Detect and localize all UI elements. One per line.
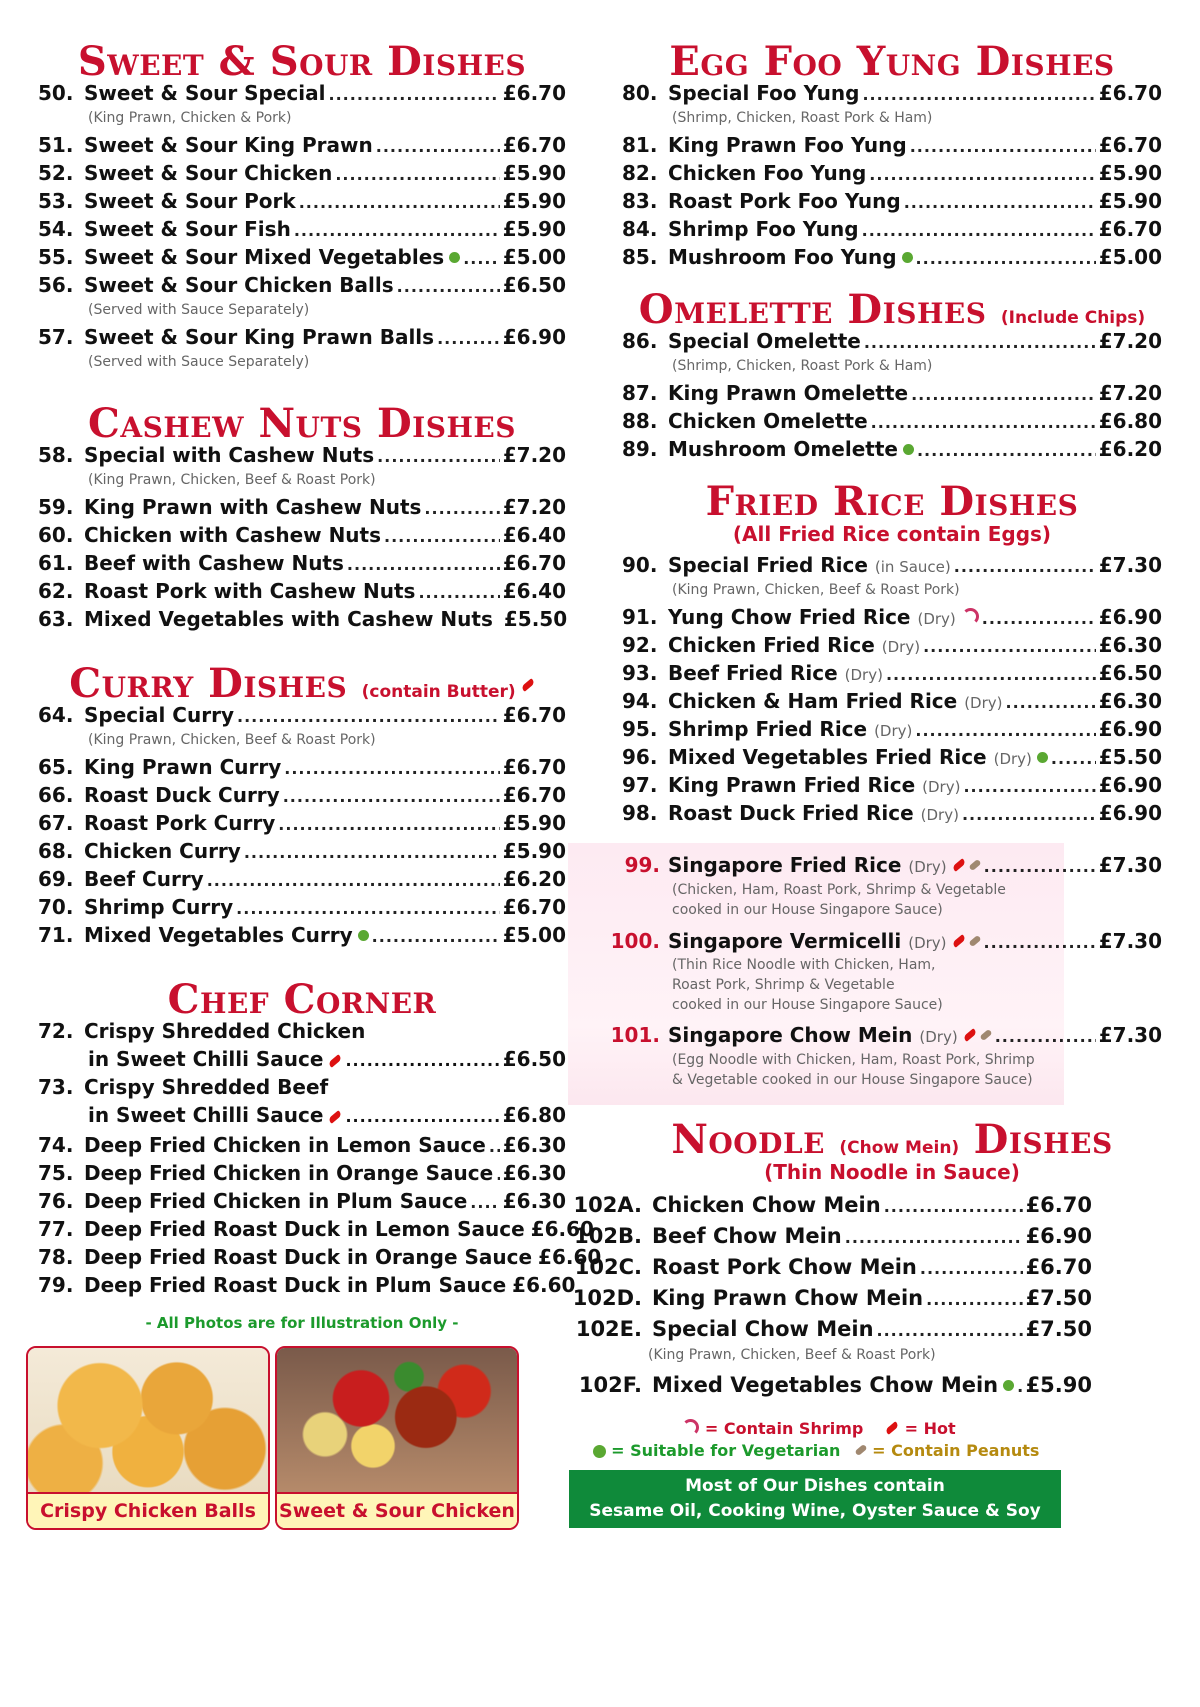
menu-item: 58. Special with Cashew Nuts ..... £7.20 (38, 442, 566, 468)
item-description: (Shrimp, Chicken, Roast Pork & Ham) (672, 110, 933, 126)
menu-item: 95. Shrimp Fried Rice (Dry) ..... £6.90 (622, 716, 1162, 742)
menu-item: 64. Special Curry ..... £6.70 (38, 702, 566, 728)
hot-chili-icon (520, 678, 535, 692)
menu-item: 73. Crispy Shredded Beef (38, 1075, 329, 1099)
menu-item: 78. Deep Fried Roast Duck in Orange Sauce £6.60 (38, 1245, 602, 1269)
shrimp-icon (682, 1419, 699, 1436)
vegetarian-icon (449, 252, 460, 263)
item-description: cooked in our House Singapore Sauce) (672, 997, 943, 1013)
photo-caption: Crispy Chicken Balls (28, 1492, 268, 1528)
menu-item: 102E. Special Chow Mein ..... £7.50 (562, 1314, 1092, 1344)
peanut-icon (968, 934, 981, 946)
legend-row-1: = Contain Shrimp = Hot (568, 1418, 1064, 1439)
omelette-note: (Include Chips) (1000, 308, 1146, 328)
menu-item: 74. Deep Fried Chicken in Lemon Sauce ..... £6.30 (38, 1132, 566, 1158)
menu-item: 67. Roast Pork Curry ..... £5.90 (38, 810, 566, 836)
menu-item: 102B. Beef Chow Mein ..... £6.90 (562, 1221, 1092, 1251)
menu-item: 61. Beef with Cashew Nuts ..... £6.70 (38, 550, 566, 576)
vegetarian-icon (1037, 752, 1048, 763)
menu-item: 79. Deep Fried Roast Duck in Plum Sauce £6.60 (38, 1273, 576, 1297)
menu-item: 80. Special Foo Yung ..... £6.70 (622, 80, 1162, 106)
photo-sweet-sour-chicken (275, 1346, 519, 1530)
menu-item: 98. Roast Duck Fried Rice (Dry) ..... £6.90 (622, 800, 1162, 826)
menu-item: 72. Crispy Shredded Chicken (38, 1019, 366, 1043)
menu-item: 91. Yung Chow Fried Rice (Dry) ..... £6.90 (622, 604, 1162, 630)
fried-rice-subtitle: (All Fried Rice contain Eggs) (732, 522, 1052, 546)
egg-foo-yung-title: Egg Foo Yung Dishes (669, 38, 1115, 85)
menu-item: 82. Chicken Foo Yung ..... £5.90 (622, 160, 1162, 186)
hot-chili-icon (951, 858, 966, 872)
item-description: & Vegetable cooked in our House Singapore Sauce) (672, 1072, 1033, 1088)
legend-row-2: = Suitable for Vegetarian = Contain Peanuts (568, 1440, 1064, 1461)
menu-item: 53. Sweet & Sour Pork ..... £5.90 (38, 188, 566, 214)
hot-chili-icon (328, 1054, 343, 1068)
menu-item: 59. King Prawn with Cashew Nuts ..... £7.20 (38, 494, 566, 520)
item-description: Roast Pork, Shrimp & Vegetable (672, 977, 895, 993)
vegetarian-icon (1003, 1380, 1014, 1391)
menu-item: 85. Mushroom Foo Yung ..... £5.00 (622, 244, 1162, 270)
curry-note: (contain Butter) (361, 682, 516, 702)
menu-item: 89. Mushroom Omelette ..... £6.20 (622, 436, 1162, 462)
menu-item: 94. Chicken & Ham Fried Rice (Dry) ..... £6.30 (622, 688, 1162, 714)
menu-item: 70. Shrimp Curry ..... £6.70 (38, 894, 566, 920)
noodle-title-note: (Chow Mein) (839, 1138, 960, 1158)
menu-item: 60. Chicken with Cashew Nuts ..... £6.40 (38, 522, 566, 548)
menu-item: 62. Roast Pork with Cashew Nuts ..... £6.40 (38, 578, 566, 604)
menu-item: 65. King Prawn Curry ..... £6.70 (38, 754, 566, 780)
menu-item: 56. Sweet & Sour Chicken Balls ..... £6.50 (38, 272, 566, 298)
vegetarian-icon (593, 1445, 606, 1458)
omelette-title: Omelette Dishes (Include Chips) (638, 286, 1146, 333)
food-photo (277, 1348, 517, 1492)
menu-item: 52. Sweet & Sour Chicken ..... £5.90 (38, 160, 566, 186)
menu-item: 86. Special Omelette ..... £7.20 (622, 328, 1162, 354)
menu-item: 75. Deep Fried Chicken in Orange Sauce ..... £6.30 (38, 1160, 566, 1186)
menu-item: 76. Deep Fried Chicken in Plum Sauce ..... £6.30 (38, 1188, 566, 1214)
vegetarian-icon (358, 930, 369, 941)
item-description: (Egg Noodle with Chicken, Ham, Roast Pork, Shrimp (672, 1052, 1035, 1068)
menu-item: 90. Special Fried Rice (in Sauce) ..... £7.30 (622, 552, 1162, 578)
menu-item: 66. Roast Duck Curry ..... £6.70 (38, 782, 566, 808)
menu-item-continued: in Sweet Chilli Sauce ..... £6.50 (88, 1046, 566, 1074)
photos-note: - All Photos are for Illustration Only - (145, 1314, 459, 1332)
menu-item-continued: in Sweet Chilli Sauce ..... £6.80 (88, 1102, 566, 1130)
menu-item: 69. Beef Curry ..... £6.20 (38, 866, 566, 892)
menu-item: 77. Deep Fried Roast Duck in Lemon Sauce £6.60 (38, 1217, 594, 1241)
photo-crispy-chicken-balls (26, 1346, 270, 1530)
peanut-icon (968, 858, 981, 870)
chef-corner-title: Chef Corner (167, 976, 437, 1023)
peanut-icon (979, 1028, 992, 1040)
menu-item: 68. Chicken Curry ..... £5.90 (38, 838, 566, 864)
cashew-title: Cashew Nuts Dishes (88, 400, 516, 447)
menu-item: 97. King Prawn Fried Rice (Dry) ..... £6.90 (622, 772, 1162, 798)
menu-item: 50. Sweet & Sour Special ..... £6.70 (38, 80, 566, 106)
menu-item: 101. Singapore Chow Mein (Dry) ..... £7.30 (572, 1022, 1162, 1048)
fried-rice-title: Fried Rice Dishes (705, 478, 1079, 525)
menu-item: 96. Mixed Vegetables Fried Rice (Dry) ..... £5.50 (622, 744, 1162, 770)
menu-item: 57. Sweet & Sour King Prawn Balls ..... £6.90 (38, 324, 566, 350)
shrimp-icon (962, 608, 979, 625)
menu-item: 92. Chicken Fried Rice (Dry) ..... £6.30 (622, 632, 1162, 658)
item-description: (Thin Rice Noodle with Chicken, Ham, (672, 957, 936, 973)
menu-item: 81. King Prawn Foo Yung ..... £6.70 (622, 132, 1162, 158)
allergy-notice: Most of Our Dishes contain Sesame Oil, Cooking Wine, Oyster Sauce & Soy Sauce (569, 1470, 1061, 1528)
item-description: cooked in our House Singapore Sauce) (672, 902, 943, 918)
sweet-sour-title: Sweet & Sour Dishes (77, 38, 527, 85)
menu-item: 100. Singapore Vermicelli (Dry) ..... £7.30 (572, 928, 1162, 954)
curry-title: Curry Dishes (contain Butter) (38, 662, 566, 714)
hot-chili-icon (951, 934, 966, 948)
menu-item: 55. Sweet & Sour Mixed Vegetables ..... £5.00 (38, 244, 566, 270)
item-description: (Served with Sauce Separately) (88, 354, 310, 370)
menu-item: 88. Chicken Omelette ..... £6.80 (622, 408, 1162, 434)
vegetarian-icon (903, 444, 914, 455)
menu-item: 102F. Mixed Vegetables Chow Mein ..... £5.90 (562, 1370, 1092, 1400)
item-description: (King Prawn, Chicken, Beef & Roast Pork) (648, 1347, 936, 1363)
hot-chili-icon (885, 1421, 900, 1435)
menu-item: 83. Roast Pork Foo Yung ..... £5.90 (622, 188, 1162, 214)
item-description: (Chicken, Ham, Roast Pork, Shrimp & Vegetable (672, 882, 1006, 898)
menu-item: 93. Beef Fried Rice (Dry) ..... £6.50 (622, 660, 1162, 686)
menu-item: 99. Singapore Fried Rice (Dry) ..... £7.30 (572, 852, 1162, 878)
item-description: (Served with Sauce Separately) (88, 302, 310, 318)
item-description: (Shrimp, Chicken, Roast Pork & Ham) (672, 358, 933, 374)
menu-item: 54. Sweet & Sour Fish ..... £5.90 (38, 216, 566, 242)
menu-item: 102A. Chicken Chow Mein ..... £6.70 (562, 1190, 1092, 1220)
noodle-subtitle: (Thin Noodle in Sauce) (764, 1160, 1020, 1184)
vegetarian-icon (902, 252, 913, 263)
menu-item: 71. Mixed Vegetables Curry ..... £5.00 (38, 922, 566, 948)
menu-item: 84. Shrimp Foo Yung ..... £6.70 (622, 216, 1162, 242)
menu-item: 102D. King Prawn Chow Mein ..... £7.50 (562, 1283, 1092, 1313)
menu-item: 102C. Roast Pork Chow Mein ..... £6.70 (562, 1252, 1092, 1282)
item-description: (King Prawn, Chicken, Beef & Roast Pork) (88, 472, 376, 488)
menu-item: 87. King Prawn Omelette ..... £7.20 (622, 380, 1162, 406)
photo-caption: Sweet & Sour Chicken (277, 1492, 517, 1528)
item-description: (King Prawn, Chicken & Pork) (88, 110, 292, 126)
hot-chili-icon (328, 1110, 343, 1124)
item-description: (King Prawn, Chicken, Beef & Roast Pork) (672, 582, 960, 598)
peanut-icon (854, 1443, 867, 1455)
item-description: (King Prawn, Chicken, Beef & Roast Pork) (88, 732, 376, 748)
noodle-title: Noodle (Chow Mein) Dishes (671, 1116, 1113, 1163)
food-photo (28, 1348, 268, 1492)
hot-chili-icon (962, 1028, 977, 1042)
menu-item: 63. Mixed Vegetables with Cashew Nuts £5.50 (38, 607, 568, 631)
menu-item: 51. Sweet & Sour King Prawn ..... £6.70 (38, 132, 566, 158)
